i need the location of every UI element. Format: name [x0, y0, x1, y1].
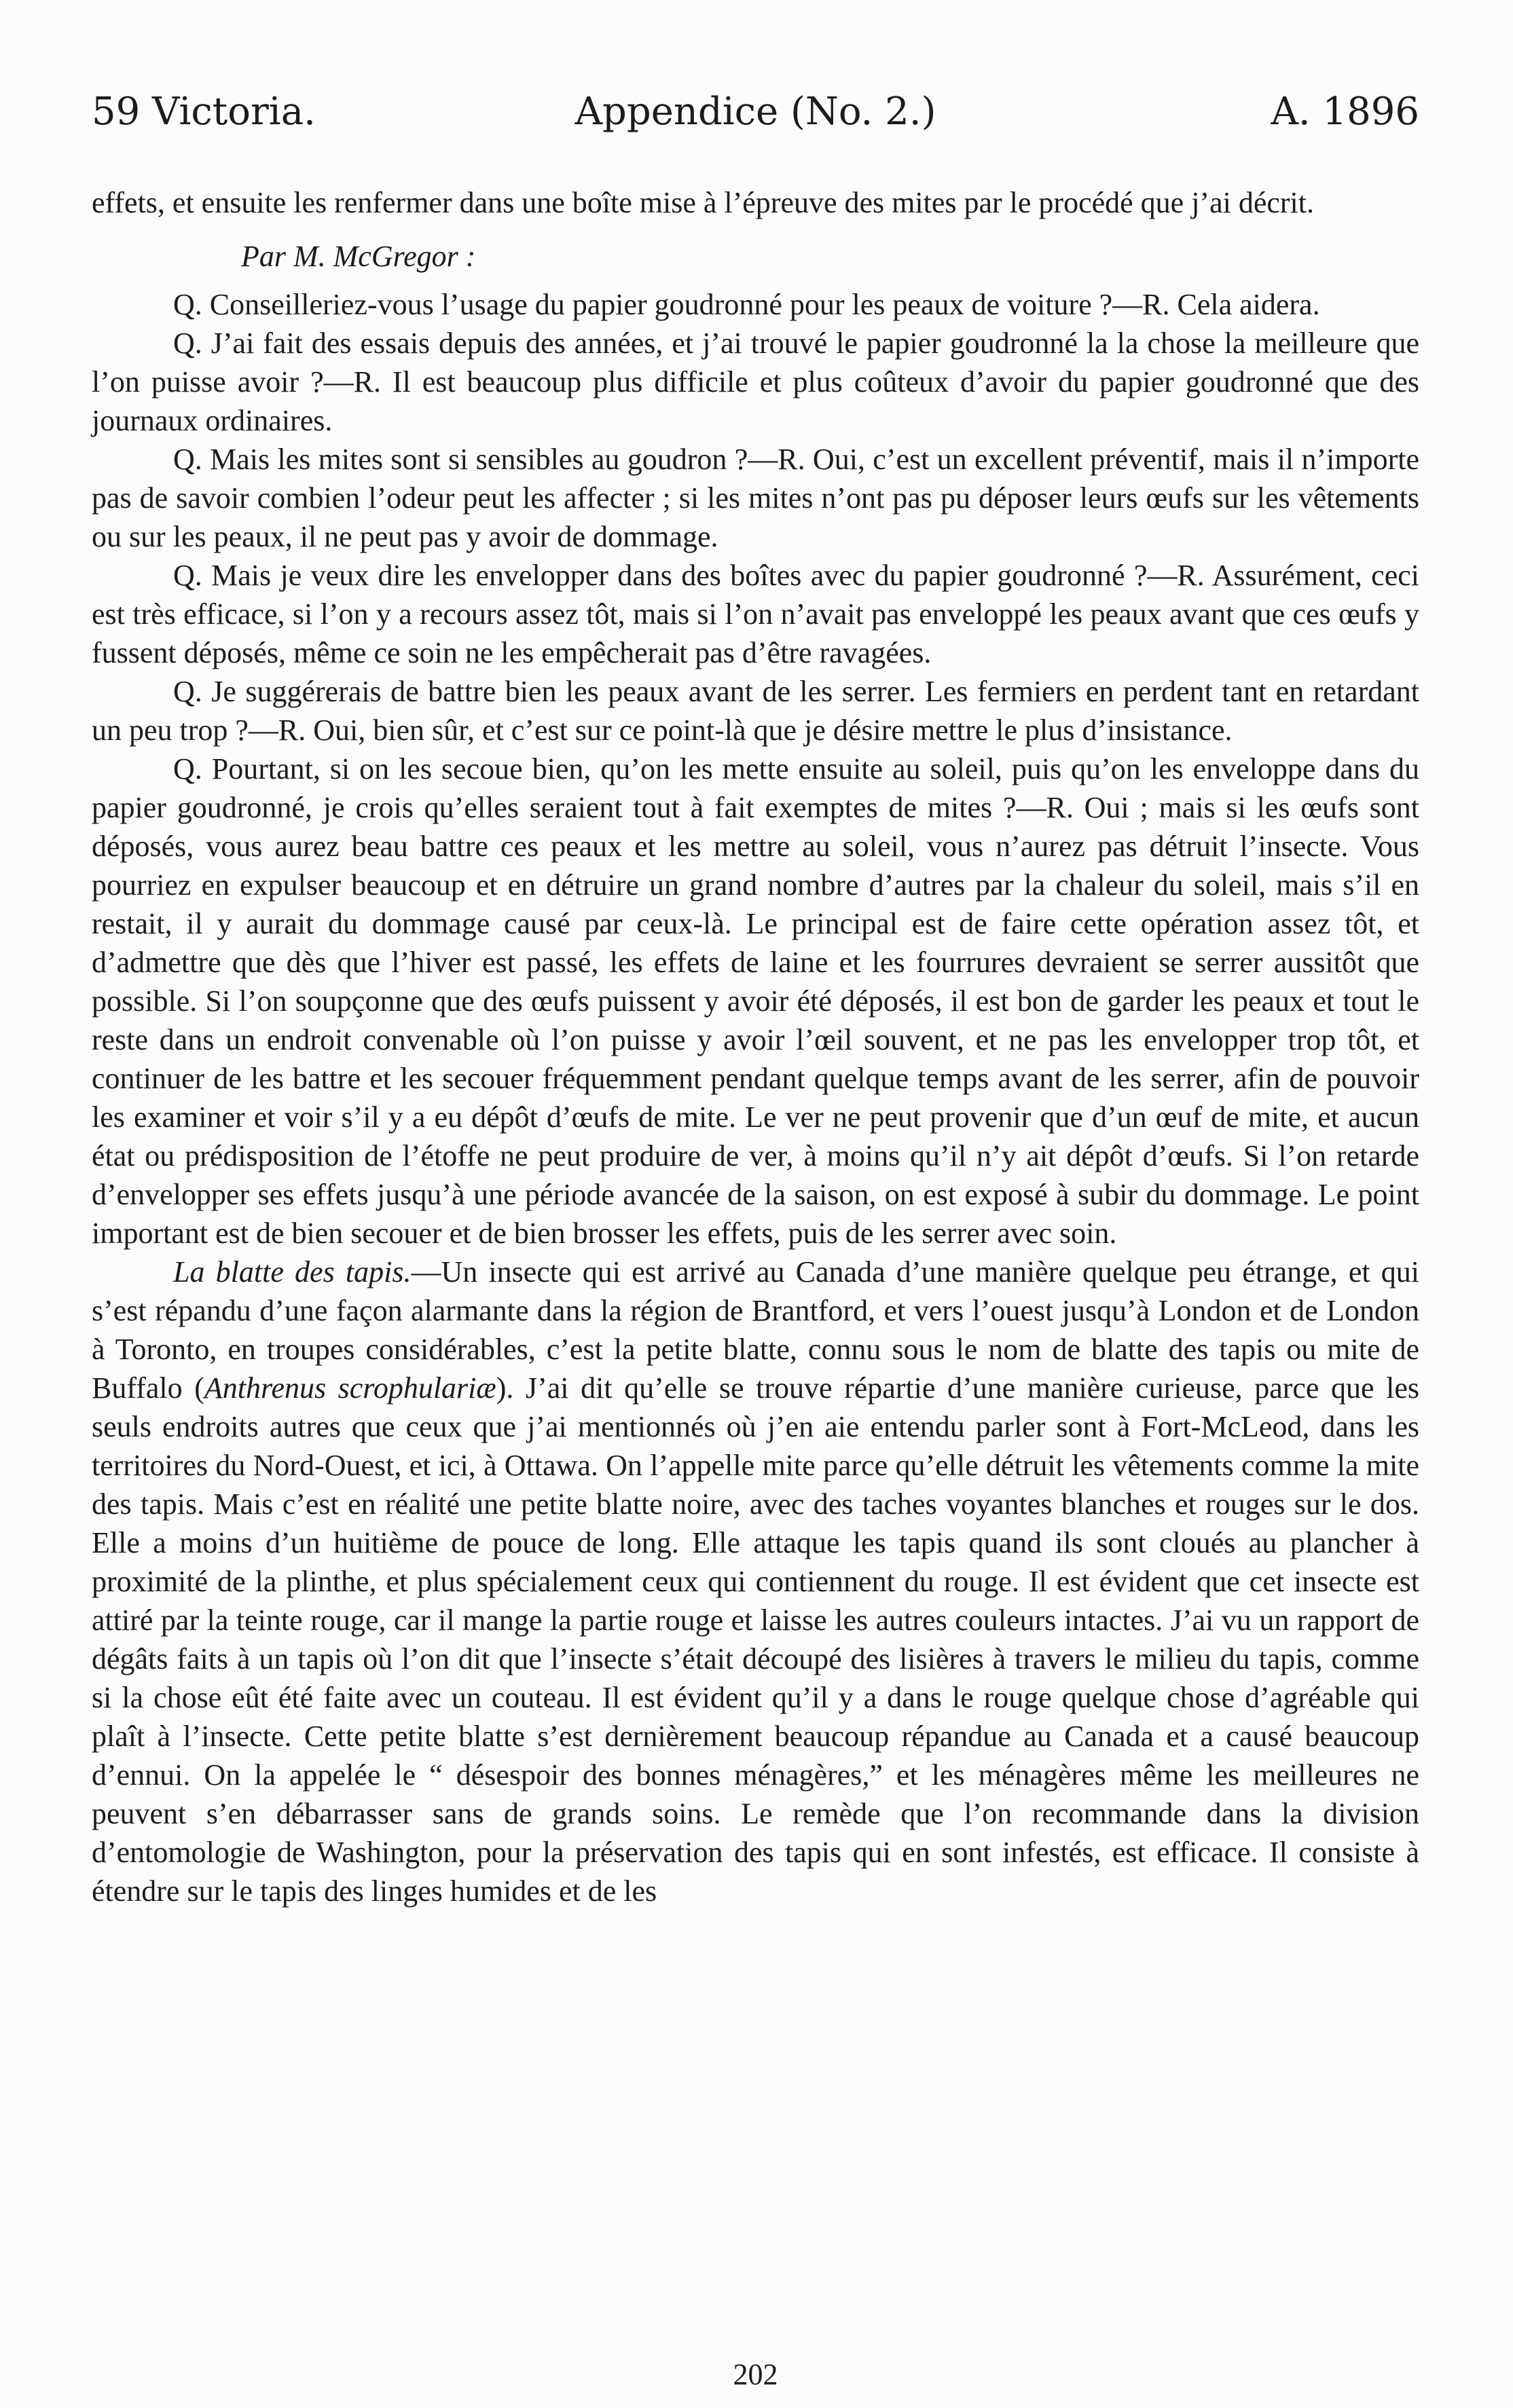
qa-paragraph: Q. Mais je veux dire les envelopper dans des boîtes avec du papier goudronné ?—R. Assurément, ceci est très efficace, si l’on y a recours assez tôt, mais si l’on n’avait pas enveloppé les peaux avant que ces œufs y fussent déposés, même ce soin ne les empêcherait pas d’être ravagées. — [92, 559, 1419, 669]
header-year: A. 1896 — [1271, 90, 1419, 134]
qa-paragraph: Q. Mais les mites sont si sensibles au goudron ?—R. Oui, c’est un excellent préventif, mais il n’importe pas de savoir combien l’odeur peut les affecter ; si les mites n’ont pas pu déposer leurs œufs sur les vêtements ou sur les peaux, il ne peut pas y avoir de dommage. — [92, 443, 1419, 553]
running-header — [92, 85, 1419, 139]
header-appendix: Appendice (No. 2.) — [575, 90, 936, 134]
section-paragraph-carpet-beetle — [92, 1253, 1419, 1910]
speaker-heading: Par M. McGregor : — [241, 240, 476, 273]
qa-paragraph: Q. Je suggérerais de battre bien les peaux avant de les serrer. Les fermiers en perdent tant en retardant un peu trop ?—R. Oui, bien sûr, et c’est sur ce point-là que je désire mettre le plus d’insistance. — [92, 675, 1419, 747]
qa-paragraph: Q. Pourtant, si on les secoue bien, qu’on les mette ensuite au soleil, puis qu’on les enveloppe dans du papier goudronné, je crois qu’elles seraient tout à fait exemptes de mites ?—R. Oui ; mais si les œufs sont déposés, vous aurez beau battre ces peaux et les mettre au soleil, vous n’aurez pas détruit l’insecte. Vous pourriez en expulser beaucoup et en détruire un grand nombre d’autres par la chaleur du soleil, mais s’il en restait, il y aurait du dommage causé par ceux-là. Le principal est de faire cette opération assez tôt, et d’admettre que dès que l’hiver est passé, les effets de laine et les fourrures devraient se serrer aussitôt que possible. Si l’on soupçonne que des œufs puissent y avoir été déposés, il est bon de garder les peaux et tout le reste dans un endroit convenable où l’on puisse y avoir l’œil souvent, et ne pas les envelopper trop tôt, et continuer de les battre et les secouer fréquemment pendant quelque temps avant de les serrer, afin de pouvoir les examiner et voir s’il y a eu dépôt d’œufs de mite. Le ver ne peut provenir que d’un œuf de mite, et aucun état ou prédisposition de l’étoffe ne peut produire de ver, à moins qu’il n’y ait dépôt d’œufs. Si l’on retarde d’envelopper ses effets jusqu’à une période avancée de la saison, on est exposé à subir du dommage. Le point important est de bien secouer et de bien brosser les effets, puis de les serrer avec soin. — [92, 752, 1419, 1250]
page-number: 202 — [733, 2358, 778, 2391]
qa-paragraph: Q. Conseilleriez-vous l’usage du papier goudronné pour les peaux de voiture ?—R. Cela aidera. — [173, 288, 1320, 321]
section-text-continued: ). J’ai dit qu’elle se trouve répartie d’une manière curieuse, parce que les seuls endroits autres que ceux que j’ai mentionnés où j’en aie entendu parler sont à Fort-McLeod, dans les territoires du Nord-Ouest, et ici, à Ottawa. On l’appelle mite parce qu’elle détruit les vêtements comme la mite des tapis. Mais c’est en réalité une petite blatte noire, avec des taches voyantes blanches et rouges sur le dos. Elle a moins d’un huitième de pouce de long. Elle attaque les tapis quand ils sont cloués au plancher à proximité de la plinthe, et plus spécialement ceux qui contiennent du rouge. Il est évident que cet insecte est attiré par la teinte rouge, car il mange la partie rouge et laisse les autres couleurs intactes. J’ai vu un rapport de dégâts faits à un tapis où l’on dit que l’insecte s’était découpé des lisières à travers le milieu du tapis, comme si la chose eût été faite avec un couteau. Il est évident qu’il y a dans le rouge quelque chose d’agréable qui plaît à l’insecte. Cette petite blatte s’est dernièrement beaucoup répandue au Canada et a causé beaucoup d’ennui. On la appelée le “ désespoir des bonnes ménagères,” et les ménagères même les meilleures ne peuvent s’en débarrasser sans de grands soins. Le remède que l’on recommande dans la division d’entomologie de Washington, pour la préservation des tapis qui en sont infestés, est efficace. Il consiste à étendre sur le tapis des linges humides et de les — [92, 1371, 1420, 1908]
paragraph-continuation: effets, et ensuite les renfermer dans une boîte mise à l’épreuve des mites par le procédé que j’ai décrit. — [92, 186, 1314, 219]
section-text: —Un insecte qui est arrivé au Canada d’une manière quelque peu étrange, et qui s’est répandu d’une façon alarmante dans la région de Brantford, et vers l’ouest jusqu’à London et de London à Toronto, en troupes considérables, c’est la petite blatte, connu sous le nom de blatte des tapis ou mite de Buffalo ( — [92, 1255, 1419, 1405]
body-text — [92, 183, 1419, 1910]
header-session: 59 Victoria. — [92, 90, 316, 134]
qa-paragraph: Q. J’ai fait des essais depuis des années, et j’ai trouvé le papier goudronné la la chose la meilleure que l’on puisse avoir ?—R. Il est beaucoup plus difficile et plus coûteux d’avoir du papier goudronné que des journaux ordinaires. — [92, 327, 1419, 437]
latin-name: Anthrenus scrophulariæ — [204, 1371, 496, 1405]
section-title: La blatte des tapis. — [173, 1255, 412, 1289]
document-page — [92, 85, 1420, 2391]
